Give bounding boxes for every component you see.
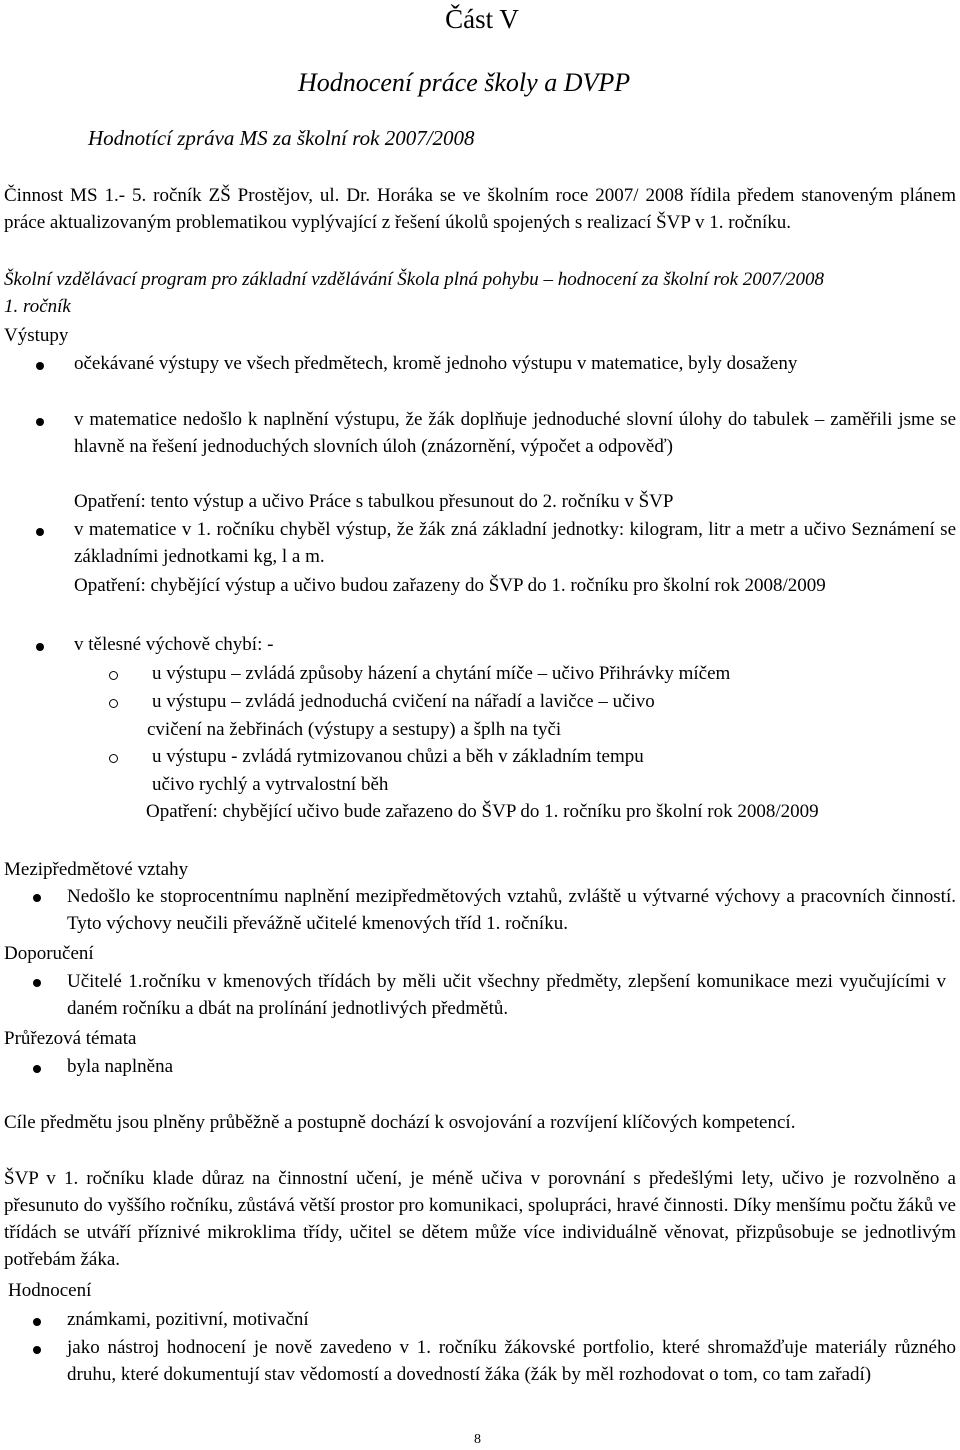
sub-item-continued: učivo rychlý a vytrvalostní běh: [152, 774, 389, 795]
bullet-icon: [36, 643, 44, 651]
program-title: Školní vzdělávací program pro základní vzdělávání Škola plná pohybu – hodnocení za školní rok 2007/2008 1. ročník: [4, 269, 825, 318]
bullet-icon: [36, 528, 44, 536]
goals-paragraph: Cíle předmětu jsou plněny průběžně a postupně dochází k osvojování a rozvíjení klíčových kompetencí.: [4, 1112, 796, 1133]
vystupy-measure: Opatření: chybějící výstup a učivo budou zařazeny do ŠVP do 1. ročníku pro školní rok 2008/2009: [74, 575, 826, 596]
hodnoceni-item: jako nástroj hodnocení je nově zavedeno v 1. ročníku žákovské portfolio, které shromažďuje materiály různého druhu, které dokumentují stav vědomostí a dovedností žáka (žák by měl rozhodovat o tom, co tam zařadí): [67, 1337, 956, 1386]
part-title: Část V: [445, 4, 519, 34]
vystupy-measure: Opatření: tento výstup a učivo Práce s tabulkou přesunout do 2. ročníku v ŠVP: [74, 491, 674, 512]
tv-measure: Opatření: chybějící učivo bude zařazeno do ŠVP do 1. ročníku pro školní rok 2008/2009: [146, 801, 819, 822]
bullet-icon: [33, 1065, 41, 1073]
hodnoceni-heading: Hodnocení: [8, 1280, 92, 1301]
doporuceni-item: Učitelé 1.ročníku v kmenových třídách by měli učit všechny předměty, zlepšení komunikace mezi vyučujícími v daném ročníku a dbát na prolínání jednotlivých předmětů.: [67, 971, 946, 1020]
bullet-icon: [36, 362, 44, 370]
vystupy-item: v matematice v 1. ročníku chyběl výstup, že žák zná základní jednotky: kilogram, litr a metr a učivo Seznámení se základními jednotkami kg, l a m.: [74, 519, 956, 568]
prurezova-heading: Průřezová témata: [4, 1028, 137, 1049]
sub-item: u výstupu – zvládá způsoby házení a chytání míče – učivo Přihrávky míčem: [152, 663, 731, 684]
svp-paragraph: ŠVP v 1. ročníku klade důraz na činnostní učení, je méně učiva v porovnání s předešlými lety, učivo je rozvolněno a přesunuto do vyššího ročníku, zůstává větší prostor pro komunikaci, spolupráci, hravé činnosti. Díky menšímu počtu žáků ve třídách se utváří příznivé mikroklima třídy, učitel se dětem může více individuálně věnovat, přizpůsobuje se jednotlivým potřebám žáka.: [4, 1168, 956, 1270]
vystupy-item: v matematice nedošlo k naplnění výstupu, že žák doplňuje jednoduché slovní úlohy do tabulek – zaměřili jsme se hlavně na řešení jednoduchých slovních úloh (znázornění, výpočet a odpověď): [74, 409, 956, 458]
section-title: Hodnocení práce školy a DVPP: [298, 68, 631, 97]
vystupy-heading: Výstupy: [4, 325, 69, 346]
vystupy-item: očekávané výstupy ve všech předmětech, kromě jednoho výstupu v matematice, byly dosaženy: [74, 353, 798, 374]
doporuceni-heading: Doporučení: [4, 943, 94, 964]
report-title: Hodnotící zpráva MS za školní rok 2007/2008: [88, 126, 475, 150]
bullet-icon: [33, 1346, 41, 1354]
mezipredmetove-heading: Mezipředmětové vztahy: [4, 859, 189, 880]
bullet-icon: [33, 1318, 41, 1326]
bullet-icon: [33, 894, 41, 902]
vystupy-item: v tělesné výchově chybí: -: [74, 634, 274, 655]
sub-item-continued: cvičení na žebřinách (výstupy a sestupy) a šplh na tyči: [147, 719, 562, 740]
sub-item: u výstupu – zvládá jednoduchá cvičení na nářadí a lavičce – učivo: [152, 691, 655, 712]
bullet-icon: [33, 979, 41, 987]
intro-paragraph: Činnost MS 1.- 5. ročník ZŠ Prostějov, ul. Dr. Horáka se ve školním roce 2007/ 2008 řídila předem stanoveným plánem práce aktualizovaným problematikou vyplývající z řešení úkolů spojených s realizací ŠVP v 1. ročníku.: [4, 185, 956, 234]
page-number: 8: [474, 1432, 481, 1447]
sub-item: u výstupu - zvládá rytmizovanou chůzi a běh v základním tempu: [152, 746, 644, 767]
circle-bullet-icon: [109, 671, 118, 680]
mezipredmetove-item: Nedošlo ke stoprocentnímu naplnění mezipředmětových vztahů, zvláště u výtvarné výchovy a pracovních činností. Tyto výchovy neučili převážně učitelé kmenových tříd 1. ročníku.: [67, 886, 956, 935]
hodnoceni-item: známkami, pozitivní, motivační: [67, 1309, 309, 1330]
circle-bullet-icon: [109, 754, 118, 763]
bullet-icon: [36, 418, 44, 426]
prurezova-item: byla naplněna: [67, 1056, 174, 1077]
circle-bullet-icon: [109, 699, 118, 708]
